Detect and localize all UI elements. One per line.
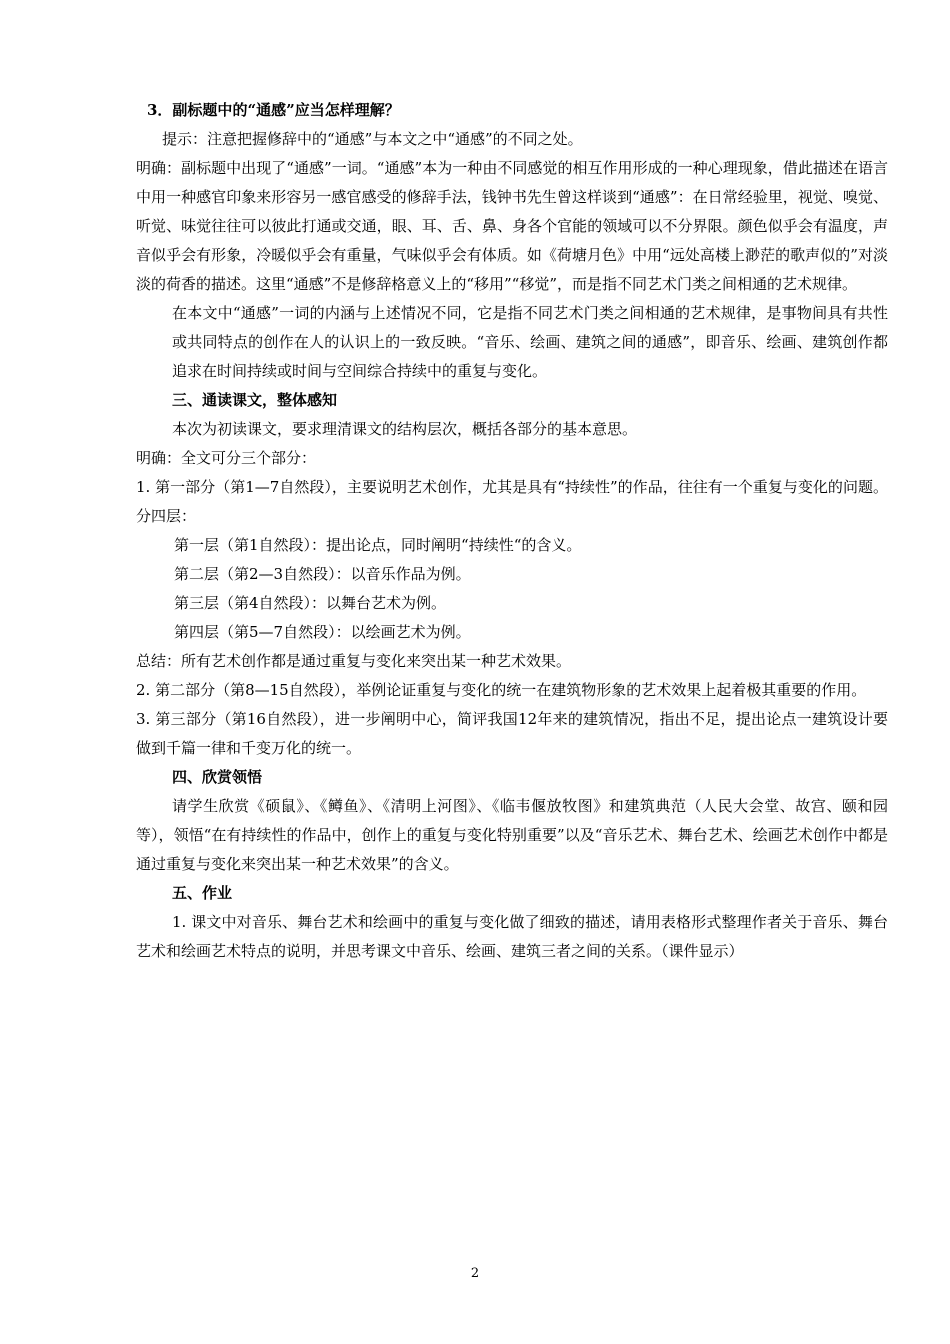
part-3-description: 3. 第三部分（第16自然段），进一步阐明中心，简评我国12年来的建筑情况，指出不足，提出论点一建筑设计要做到千篇一律和千变万化的统一。 — [136, 710, 888, 757]
section-5-title: 五、作业 — [172, 884, 233, 902]
section-3-summary: 总结：所有艺术创作都是通过重复与变化来突出某一种艺术效果。 — [136, 652, 572, 670]
part-1-description: 1. 第一部分（第1—7自然段），主要说明艺术创作，尤其是具有“持续性”的作品，往往有一个重复与变化的问题。分四层： — [136, 478, 888, 525]
part-2-description: 2. 第二部分（第8—15自然段），举例论证重复与变化的统一在建筑物形象的艺术效果上起着极其重要的作用。 — [136, 681, 867, 699]
layer-item: 第三层（第4自然段）：以舞台艺术为例。 — [174, 594, 447, 612]
section-3-title: 三、通读课文，整体感知 — [172, 391, 338, 409]
layer-item: 第四层（第5—7自然段）：以绘画艺术为例。 — [174, 623, 471, 641]
page-number: 2 — [470, 1266, 480, 1281]
layer-item: 第一层（第1自然段）：提出论点，同时阐明“持续性“的含义。 — [174, 536, 582, 554]
question-3-title: 3．副标题中的“通感”应当怎样理解？ — [147, 101, 400, 119]
document-page — [136, 96, 888, 966]
question-3-answer-paragraph-1: 明确：副标题中出现了“通感”一词。“通感”本为一种由不同感觉的相互作用形成的一种心理现象，借此描述在语言中用一种感官印象来形容另一感官感受的修辞手法，钱钟书先生曾这样谈到“通感”：在日常经验里，视觉、嗅觉、听觉、味觉往往可以彼此打通或交通，眼、耳、舌、鼻、身各个官能的领域可以不分界限。颜色似乎会有温度，声音似乎会有形象，冷暖似乎会有重量，气味似乎会有体质。如《荷塘月色》中用“远处高楼上渺茫的歌声似的”对淡淡的荷香的描述。这里“通感”不是修辞格意义上的“移用”“移觉”，而是指不同艺术门类之间相通的艺术规律。 — [136, 159, 888, 293]
section-4-body: 请学生欣赏《硕鼠》、《鳟鱼》、《清明上河图》、《临韦偃放牧图》和建筑典范（人民大会堂、故宫、颐和园等），领悟“在有持续性的作品中，创作上的重复与变化特别重要”以及“音乐艺术、舞台艺术、绘画艺术创作中都是通过重复与变化来突出某一种艺术效果”的含义。 — [136, 797, 888, 873]
question-3-answer-paragraph-2: 在本文中“通感”一词的内涵与上述情况不同，它是指不同艺术门类之间相通的艺术规律，是事物间具有共性或共同特点的创作在人的认识上的一致反映。“音乐、绘画、建筑之间的通感”，即音乐、绘画、建筑创作都追求在时间持续或时间与空间综合持续中的重复与变化。 — [172, 304, 888, 380]
section-3-answer-lead: 明确：全文可分三个部分： — [136, 449, 317, 467]
layer-item: 第二层（第2—3自然段）：以音乐作品为例。 — [174, 565, 471, 583]
question-3-hint: 提示：注意把握修辞中的“通感”与本文之中“通感”的不同之处。 — [162, 130, 583, 148]
homework-item-1: 1. 课文中对音乐、舞台艺术和绘画中的重复与变化做了细致的描述，请用表格形式整理作者关于音乐、舞台艺术和绘画艺术特点的说明，并思考课文中音乐、绘画、建筑三者之间的关系。（课件显示） — [136, 913, 888, 960]
section-4-title: 四、欣赏领悟 — [172, 768, 263, 786]
section-3-intro: 本次为初读课文，要求理清课文的结构层次，概括各部分的基本意思。 — [172, 420, 638, 438]
